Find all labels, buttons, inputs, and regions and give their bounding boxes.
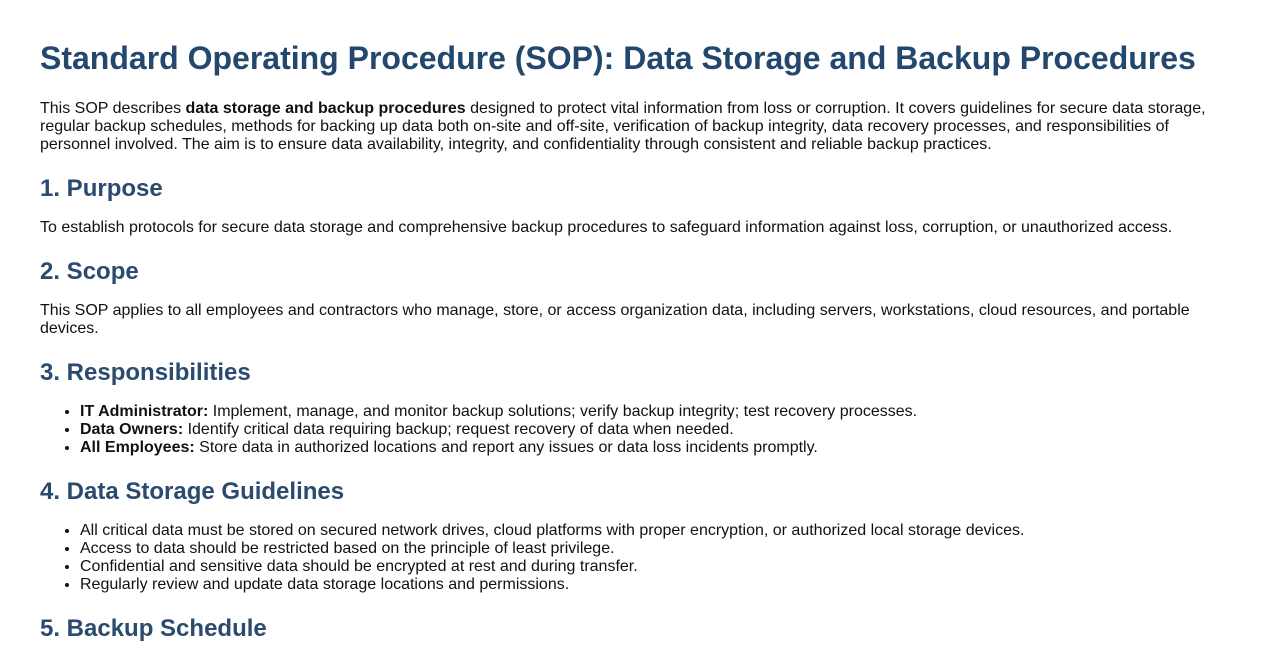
- list-item: • All critical data must be stored on secured network drives, cloud platforms with proper encryption, or authorized local storage devices.: [80, 522, 1223, 540]
- intro-text-post: designed to protect vital information from loss or corruption. It covers guidelines for secure data storage, regular backup schedules, methods for backing up data both on-site and off-site, verification of backup integrity, data recovery processes, and responsibilities of personnel involved. The aim is to ensure data availability, integrity, and confidentiality through consistent and reliable backup practices.: [40, 100, 1206, 153]
- page-title: Standard Operating Procedure (SOP): Data Storage and Backup Procedures: [40, 40, 1196, 76]
- role-description: Identify critical data requiring backup; request recovery of data when needed.: [183, 421, 734, 438]
- section-heading-scope: 2. Scope: [40, 258, 139, 285]
- role-description: Store data in authorized locations and report any issues or data loss incidents promptly.: [194, 439, 818, 456]
- intro-text-bold: data storage and backup procedures: [185, 100, 466, 117]
- list-item: • Confidential and sensitive data should be encrypted at rest and during transfer.: [80, 558, 1223, 576]
- section-heading-backup-schedule: 5. Backup Schedule: [40, 615, 267, 642]
- list-item: • Regularly review and update data storage locations and permissions.: [80, 576, 1223, 594]
- intro-text-pre: This SOP describes: [40, 100, 186, 117]
- list-item: [80, 439, 1223, 457]
- section-heading-storage-guidelines: 4. Data Storage Guidelines: [40, 478, 345, 505]
- role-description: Implement, manage, and monitor backup solutions; verify backup integrity; test recovery processes.: [208, 403, 918, 420]
- role-label: IT Administrator:: [80, 403, 209, 420]
- responsibilities-list: [40, 403, 1223, 457]
- list-item: [80, 403, 1223, 421]
- role-label: Data Owners:: [80, 421, 184, 438]
- scope-paragraph: This SOP applies to all employees and contractors who manage, store, or access organization data, including servers, workstations, cloud resources, and portable devices.: [40, 302, 1190, 337]
- purpose-paragraph: To establish protocols for secure data storage and comprehensive backup procedures to safeguard information against loss, corruption, or unauthorized access.: [40, 219, 1173, 236]
- intro-paragraph: [40, 100, 1223, 154]
- list-item: • Access to data should be restricted based on the principle of least privilege.: [80, 540, 1223, 558]
- list-item: [80, 421, 1223, 439]
- section-heading-responsibilities: 3. Responsibilities: [40, 359, 251, 386]
- role-label: All Employees:: [80, 439, 195, 456]
- storage-guidelines-list: [40, 522, 1223, 594]
- section-heading-purpose: 1. Purpose: [40, 175, 163, 202]
